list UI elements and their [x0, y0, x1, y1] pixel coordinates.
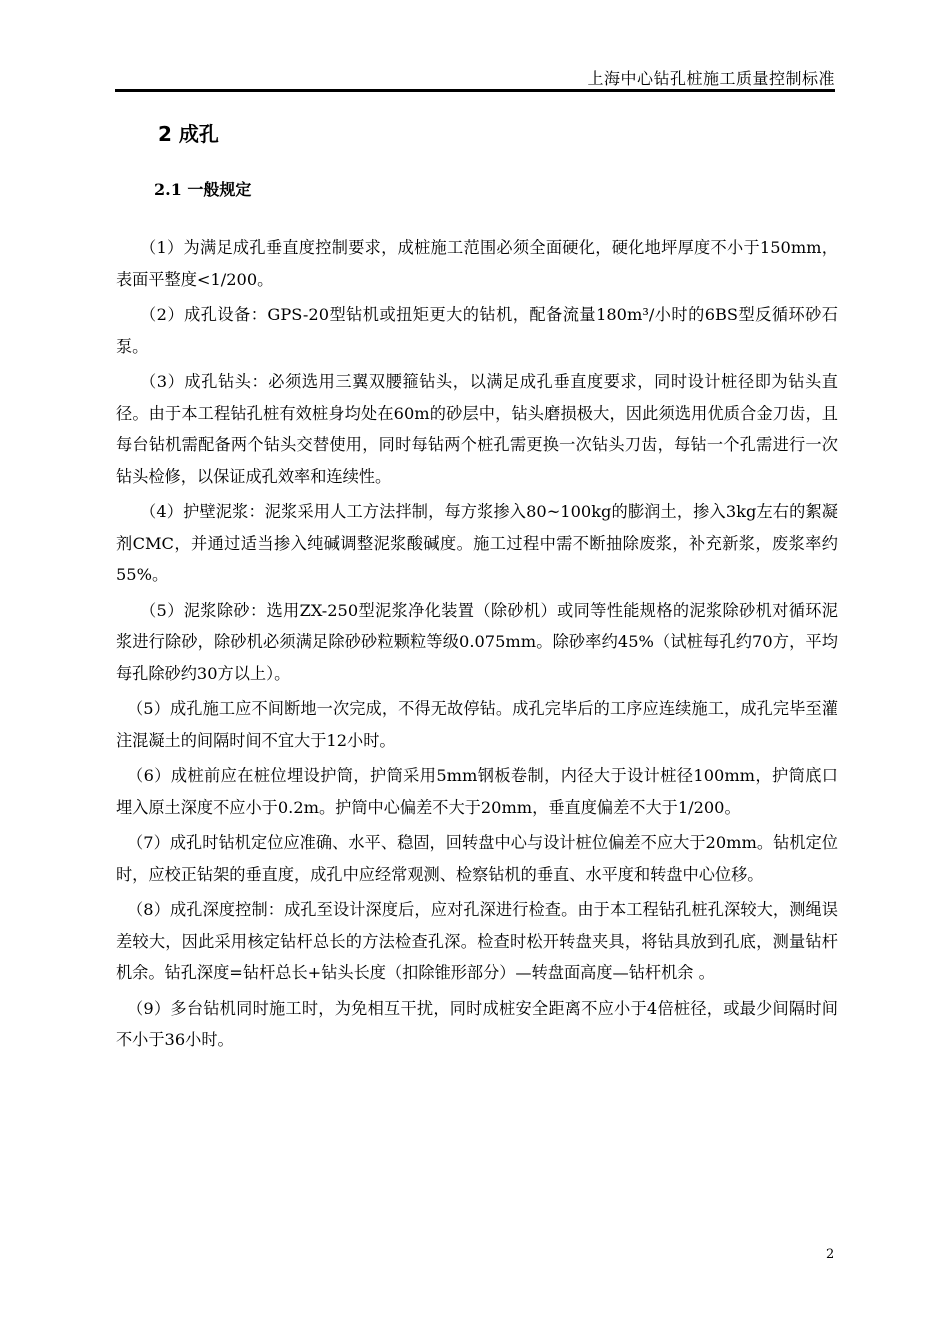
paragraph-5: （5）泥浆除砂：选用ZX-250型泥浆净化装置（除砂机）或同等性能规格的泥浆除砂机对循环泥浆进行除砂，除砂机必须满足除砂砂粒颗粒等级0.075mm。除砂率约45%（试桩每孔约70方，平均每孔除砂约30方以上）。 [116, 600, 838, 683]
section-heading: 2 成孔 [158, 122, 219, 146]
paragraph-1: （1）为满足成孔垂直度控制要求，成桩施工范围必须全面硬化，硬化地坪厚度不小于150mm，表面平整度<1/200。 [116, 238, 838, 289]
page-header-title: 上海中心钻孔桩施工质量控制标准 [587, 69, 835, 88]
paragraph-3: （3）成孔钻头：必须选用三翼双腰箍钻头，以满足成孔垂直度要求，同时设计桩径即为钻头直径。由于本工程钻孔桩有效桩身均处在60m的砂层中，钻头磨损极大，因此须选用优质合金刀齿，且每台钻机需配备两个钻头交替使用，同时每钻两个桩孔需更换一次钻头刀齿，每钻一个孔需进行一次钻头检修，以保证成孔效率和连续性。 [116, 372, 838, 486]
paragraph-9: （8）成孔深度控制：成孔至设计深度后，应对孔深进行检查。由于本工程钻孔桩孔深较大，测绳误差较大，因此采用核定钻杆总长的方法检查孔深。检查时松开转盘夹具，将钻具放到孔底，测量钻杆机余。钻孔深度=钻杆总长+钻头长度（扣除锥形部分）—转盘面高度—钻杆机余 。 [116, 900, 838, 982]
paragraph-2: （2）成孔设备：GPS-20型钻机或扭矩更大的钻机，配备流量180m³/小时的6BS型反循环砂石泵。 [116, 305, 838, 356]
page-number: 2 [826, 1247, 835, 1262]
subsection-heading: 2.1 一般规定 [154, 180, 252, 199]
header-divider [115, 89, 835, 92]
paragraph-4: （4）护壁泥浆：泥浆采用人工方法拌制，每方浆掺入80~100kg的膨润土，掺入3kg左右的絮凝剂CMC，并通过适当掺入纯碱调整泥浆酸碱度。施工过程中需不断抽除废浆，补充新浆，废浆率约55%。 [116, 502, 838, 584]
paragraph-8: （7）成孔时钻机定位应准确、水平、稳固，回转盘中心与设计桩位偏差不应大于20mm。钻机定位时，应校正钻架的垂直度，成孔中应经常观测、检察钻机的垂直、水平度和转盘中心位移。 [116, 833, 838, 884]
paragraph-7: （6）成桩前应在桩位埋设护筒，护筒采用5mm钢板卷制，内径大于设计桩径100mm，护筒底口埋入原土深度不应小于0.2m。护筒中心偏差不大于20mm，垂直度偏差不大于1/200。 [116, 766, 838, 817]
paragraph-6: （5）成孔施工应不间断地一次完成，不得无故停钻。成孔完毕后的工序应连续施工，成孔完毕至灌注混凝土的间隔时间不宜大于12小时。 [116, 699, 838, 750]
paragraph-10: （9）多台钻机同时施工时，为免相互干扰，同时成桩安全距离不应小于4倍桩径，或最少间隔时间不小于36小时。 [116, 998, 838, 1049]
document-body [116, 232, 838, 1060]
